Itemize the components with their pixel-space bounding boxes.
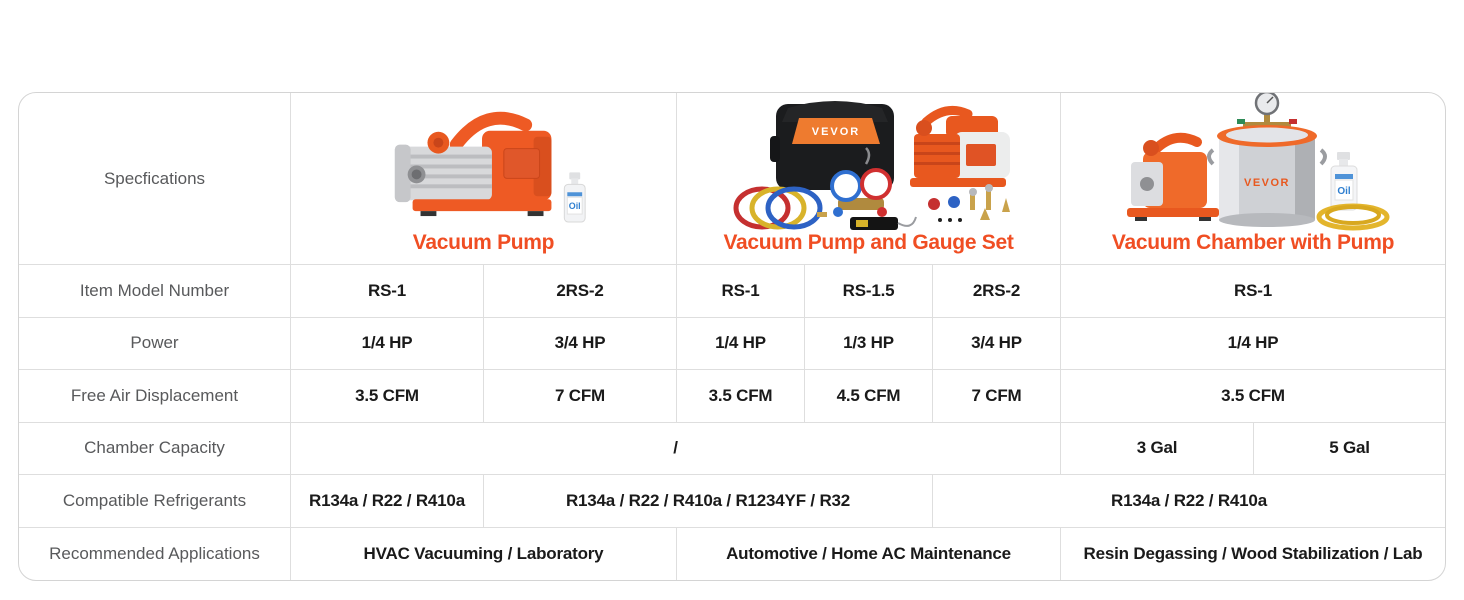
vacuum-chamber-image <box>1067 92 1439 232</box>
bag-brand-label: VEVOR <box>811 126 860 138</box>
hose-coil <box>736 189 827 227</box>
model-number-cell: 2RS-2 <box>484 265 677 318</box>
chamber-lid-glass <box>1226 128 1308 143</box>
chamber-brand-label: VEVOR <box>1243 177 1291 189</box>
gauge-set-photo <box>718 92 1020 232</box>
product-header-gauge-set <box>677 93 1061 265</box>
power-cell: 1/4 HP <box>677 318 805 371</box>
product-title-vacuum-pump: Vacuum Pump <box>412 231 555 254</box>
refrigerants-cell: R134a / R22 / R410a <box>933 475 1445 528</box>
applications-cell: Resin Degassing / Wood Stabilization / Lab <box>1083 543 1423 563</box>
small-vacuum-pump <box>910 110 1010 187</box>
pump-base <box>412 199 551 211</box>
corner-label: Specfications <box>19 93 291 265</box>
applications-cell: Automotive / Home AC Maintenance <box>677 528 1061 581</box>
chamber-oil-bottle <box>1331 152 1357 210</box>
refrigerants-cell: R134a / R22 / R410a <box>291 475 484 528</box>
model-number-cell: 2RS-2 <box>933 265 1061 318</box>
chamber-capacity-cell: 3 Gal <box>1061 423 1254 476</box>
product-header-vacuum-pump <box>291 93 677 265</box>
product-spec-table <box>18 92 1446 581</box>
gauge-assembly <box>1237 92 1297 128</box>
product-header-vacuum-chamber <box>1061 93 1445 265</box>
applications-cell: HVAC Vacuuming / Laboratory <box>291 528 677 581</box>
vacuum-chamber <box>1209 125 1325 227</box>
spec-grid <box>19 93 1445 580</box>
product-title-vacuum-chamber: Vacuum Chamber with Pump <box>1111 231 1395 254</box>
brass-fittings <box>928 184 1010 222</box>
row-label-power: Power <box>19 318 291 371</box>
model-number-cell: RS-1.5 <box>805 265 933 318</box>
cfm-cell: 3.5 CFM <box>1061 370 1445 423</box>
row-label-compatible-refrigerants: Compatible Refrigerants <box>19 475 291 528</box>
model-number-cell: RS-1 <box>291 265 484 318</box>
gauge-set-image <box>683 92 1054 232</box>
row-label-free-air-displacement: Free Air Displacement <box>19 370 291 423</box>
chamber-capacity-cell: / <box>291 423 1061 476</box>
cfm-cell: 3.5 CFM <box>677 370 805 423</box>
row-label-item-model-number: Item Model Number <box>19 265 291 318</box>
chamber-oil-label: Oil <box>1337 186 1351 197</box>
row-label-recommended-applications: Recommended Applications <box>19 528 291 581</box>
vacuum-pump-image <box>297 95 670 232</box>
vacuum-pump-photo <box>365 97 603 231</box>
oil-bottle <box>564 172 585 222</box>
power-cell: 1/4 HP <box>291 318 484 371</box>
power-cell: 3/4 HP <box>933 318 1061 371</box>
power-cell: 1/4 HP <box>1061 318 1445 371</box>
power-cell: 3/4 HP <box>484 318 677 371</box>
model-number-cell: RS-1 <box>1061 265 1445 318</box>
cfm-cell: 4.5 CFM <box>805 370 933 423</box>
oil-bottle-label: Oil <box>568 200 581 211</box>
cfm-cell: 3.5 CFM <box>291 370 484 423</box>
cfm-cell: 7 CFM <box>484 370 677 423</box>
chamber-capacity-cell: 5 Gal <box>1254 423 1445 476</box>
product-title-gauge-set: Vacuum Pump and Gauge Set <box>723 231 1014 254</box>
chamber-handle-right <box>1321 150 1325 164</box>
leak-detector-tool <box>850 217 916 230</box>
cfm-cell: 7 CFM <box>933 370 1061 423</box>
chamber-pump <box>1127 138 1219 221</box>
vacuum-chamber-photo <box>1109 92 1397 232</box>
red-gauge <box>862 170 890 198</box>
chamber-handle-left <box>1209 150 1213 164</box>
power-cell: 1/3 HP <box>805 318 933 371</box>
pump-label <box>503 148 539 178</box>
row-label-chamber-capacity: Chamber Capacity <box>19 423 291 476</box>
model-number-cell: RS-1 <box>677 265 805 318</box>
blue-gauge <box>832 172 860 200</box>
refrigerants-cell: R134a / R22 / R410a / R1234YF / R32 <box>484 475 933 528</box>
